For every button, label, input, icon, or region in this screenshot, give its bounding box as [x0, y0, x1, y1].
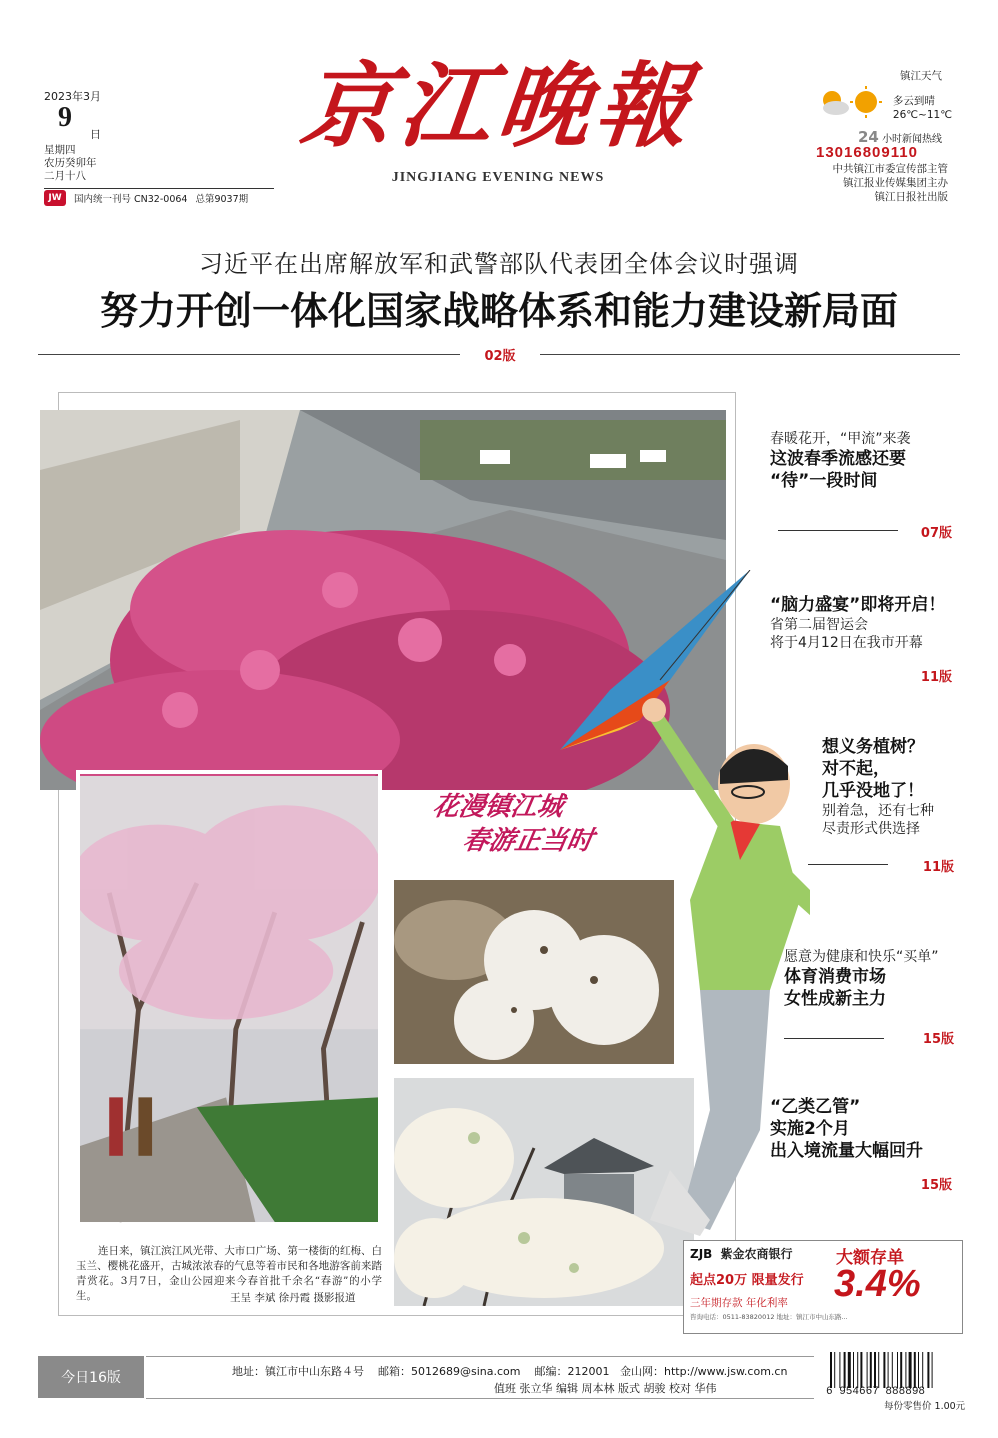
barcode-icon [828, 1352, 962, 1388]
lead-kicker: 习近平在出席解放军和武警部队代表团全体会议时强调 [199, 250, 799, 278]
ad-rate: 3.4% [834, 1263, 921, 1305]
teaser-rule [808, 864, 888, 865]
partly-cloudy-icon [823, 91, 849, 115]
teaser-subline: 别着急，还有七种 [822, 803, 934, 819]
date-divider [44, 188, 274, 189]
teaser-headline: 对不起， [822, 759, 890, 779]
newspaper-title: 京江晚報 [296, 52, 700, 160]
weather-forecast [893, 94, 952, 122]
teaser-headline: 实施2个月 [770, 1119, 850, 1139]
photo-title-line-1: 花漫镇江城 [430, 792, 566, 822]
barcode-number: 6 954667 888898 [826, 1386, 926, 1398]
photo-caption: 连日来，镇江滨江风光带、大市口广场、第一楼街的红梅、白玉兰、樱桃花盛开，古城浓浓春的气息等着市民和各地游客前来踏青赏花。3月7日，金山公园迎来今春首批千余名“春游”的小学生。 [76, 1245, 382, 1302]
masthead [292, 46, 704, 196]
teaser-sports-consumption[interactable] [784, 948, 962, 1047]
newspaper-subtitle: JINGJIANG EVENING NEWS [391, 170, 605, 185]
hotline-label: 小时新闻热线 [882, 134, 943, 145]
footer-postcode: 邮编：212001 [534, 1365, 610, 1378]
photo-credit: 王呈 李斌 徐丹霞 摄影报道 [230, 1292, 356, 1304]
teaser-kicker: 愿意为健康和快乐“买单” [784, 949, 939, 965]
date-block [44, 88, 294, 205]
teaser-page-ref[interactable]: 11版 [922, 860, 954, 875]
footer-rule-top [146, 1356, 814, 1357]
ad-term: 三年期存款 年化利率 [690, 1297, 788, 1309]
teaser-border-travel[interactable] [770, 1096, 960, 1193]
teaser-headline: 女性成新主力 [784, 989, 886, 1009]
teaser-headline: 这波春季流感还要 [770, 449, 906, 469]
teaser-page-ref[interactable]: 15版 [922, 1032, 954, 1047]
date-lunar-year: 农历癸卯年 [44, 157, 97, 169]
ad-brand: ZJB [690, 1247, 713, 1261]
footer-website[interactable]: 金山网：http://www.jsw.com.cn [619, 1365, 788, 1378]
ad-offer: 起点20万 限量发行 [690, 1273, 804, 1288]
teaser-headline: 出入境流量大幅回升 [770, 1141, 923, 1161]
teaser-headline: 想义务植树？ [822, 737, 924, 757]
newspaper-logo-icon: JW [44, 190, 66, 206]
footer-contact [232, 1363, 787, 1379]
ad-bank-name: 紫金农商银行 [720, 1247, 793, 1261]
photo-magnolia-street [76, 770, 382, 1228]
publisher-org-2: 镇江报业传媒集团主办 [843, 177, 948, 189]
teaser-subline: 将于4月12日在我市开幕 [770, 635, 923, 651]
teaser-page-ref[interactable]: 11版 [920, 670, 952, 685]
ad-headline: 大额存单 [836, 1248, 904, 1268]
pages-today-badge: 今日16版 [38, 1356, 144, 1398]
issue-total: 总第9037期 [195, 194, 249, 205]
issue-info [44, 190, 284, 206]
publisher-info [833, 162, 949, 204]
teaser-headline: 几乎没地了！ [822, 781, 924, 801]
weather-label: 镇江天气 [900, 70, 942, 82]
retail-price: 每份零售价 1.00元 [884, 1401, 966, 1412]
teaser-page-ref[interactable]: 07版 [920, 526, 952, 541]
teaser-headline: 体育消费市场 [784, 967, 886, 987]
bank-advertisement[interactable] [683, 1240, 963, 1334]
teaser-tree-planting[interactable] [822, 736, 962, 875]
teaser-subline: 尽责形式供选择 [822, 821, 920, 837]
lead-page-ref[interactable]: 02版 [484, 349, 516, 364]
lead-headline[interactable]: 努力开创一体化国家战略体系和能力建设新局面 [99, 288, 898, 333]
teaser-headline: “脑力盛宴”即将开启！ [770, 595, 946, 615]
hotline-phone: 13016809110 [816, 144, 918, 161]
date-day-suffix: 日 [90, 128, 101, 141]
ad-fine-print: 咨询电话：0511-83820012 地址：镇江市中山东路... [690, 1313, 848, 1321]
teaser-flu[interactable] [770, 430, 960, 541]
weather-condition: 多云到晴 [892, 95, 935, 107]
footer-email: 邮箱：5012689@sina.com [378, 1365, 521, 1378]
teaser-kicker: 春暖花开，“甲流”来袭 [770, 431, 911, 447]
teaser-headline: “待”一段时间 [770, 471, 878, 491]
photo-boy-with-kite [520, 570, 810, 1240]
date-year-month: 2023年3月 [44, 90, 101, 103]
teaser-rule [784, 1038, 884, 1039]
photo-title-line-2: 春游正当时 [460, 826, 596, 856]
photo-feature-title [424, 790, 602, 858]
hotline-hours: 24 [858, 128, 879, 146]
issue-codes: 国内统一刊号 CN32-0064 [74, 194, 188, 205]
sun-icon [850, 86, 882, 118]
teaser-headline: “乙类乙管” [770, 1097, 861, 1117]
date-lunar [44, 144, 97, 183]
ad-brand-row [690, 1245, 793, 1262]
weather-icons [816, 86, 886, 120]
lead-rule-right [540, 354, 960, 355]
publisher-org-1: 中共镇江市委宣传部主管 [832, 163, 948, 175]
date-day: 9 [58, 102, 72, 133]
teaser-rule [778, 530, 898, 531]
footer-staff: 值班 张立华 编辑 周本林 版式 胡骏 校对 华伟 [494, 1382, 717, 1395]
teaser-subline: 省第二届智运会 [770, 617, 868, 633]
publisher-org-3: 镇江日报社出版 [874, 191, 948, 203]
teaser-mind-games[interactable] [770, 594, 960, 685]
weather-temperature: 26℃~11℃ [892, 109, 952, 121]
footer-address: 地址：镇江市中山东路４号 [232, 1365, 364, 1378]
teaser-page-ref[interactable]: 15版 [920, 1178, 952, 1193]
lead-rule-left [38, 354, 460, 355]
footer-rule-bottom [146, 1398, 814, 1399]
date-weekday: 星期四 [44, 144, 76, 156]
date-lunar-day: 二月十八 [44, 170, 86, 182]
